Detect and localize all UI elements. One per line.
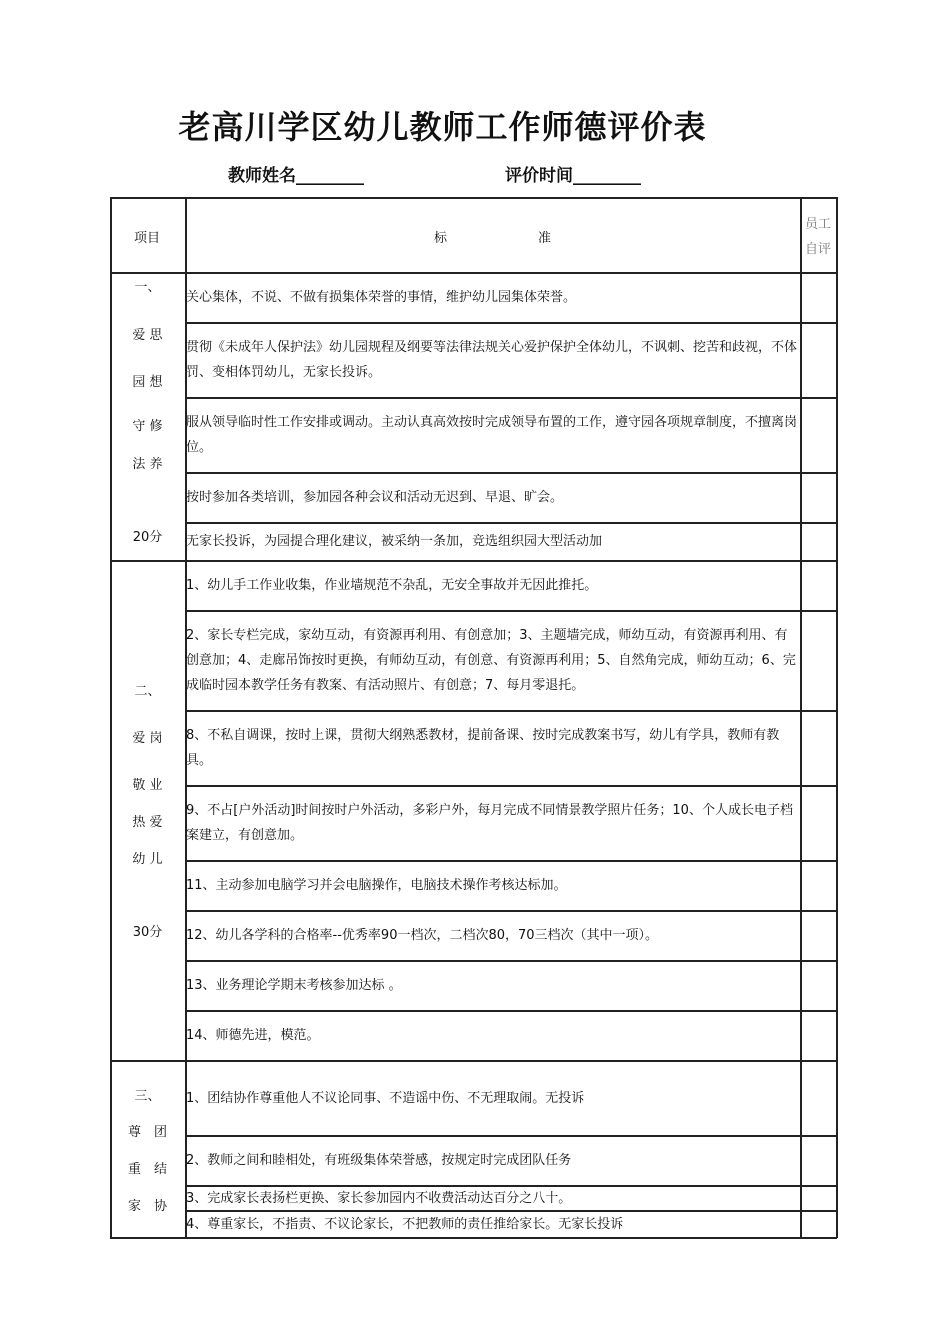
criteria-text: 8、不私自调课，按时上课，贯彻大纲熟悉教材，提前备课、按时完成教案书写，幼儿有学具，教师有教具。 [186,728,780,768]
section-1-label: 法 养 [132,457,163,472]
self-eval-cell[interactable] [802,1212,835,1236]
self-eval-cell[interactable] [802,474,835,521]
self-eval-cell[interactable] [802,1187,835,1209]
section-3-label: 尊 团 [127,1125,167,1140]
section-1-score: 20分 [132,530,163,545]
criteria-text: 按时参加各类培训，参加园各种会议和活动无迟到、早退、旷会。 [186,490,564,505]
section-2-label: 敬 业 [132,778,163,793]
self-eval-cell[interactable] [802,712,835,784]
criteria-row [186,712,800,784]
criteria-row [186,324,800,396]
teacher-name-field: 教师姓名________ [228,166,364,186]
self-eval-cell[interactable] [802,962,835,1009]
self-eval-cell[interactable] [802,524,835,559]
criteria-row [186,612,800,709]
criteria-row [186,787,800,859]
criteria-text: 11、主动参加电脑学习并会电脑操作，电脑技术操作考核达标加。 [186,878,567,893]
self-eval-cell[interactable] [802,1137,835,1184]
criteria-row [186,524,800,559]
self-eval-cell[interactable] [802,1012,835,1059]
evaluation-time-field: 评价时间________ [505,166,641,186]
criteria-text: 无家长投诉，为园提合理化建议，被采纳一条加，竞选组织园大型活动加 [186,534,603,549]
table-border [800,197,802,1238]
criteria-row [186,399,800,471]
section-3-label: 重 结 [127,1162,167,1177]
self-eval-cell[interactable] [802,274,835,321]
criteria-row [186,862,800,909]
table-border [836,197,838,1238]
section-3-label: 家 协 [127,1199,167,1214]
criteria-text: 14、师德先进，模范。 [186,1028,320,1043]
self-eval-cell[interactable] [802,562,835,609]
criteria-row [186,962,800,1009]
criteria-text: 13、业务理论学期末考核参加达标 。 [186,978,402,993]
section-2-label: 爱 岗 [132,731,163,746]
header-self-eval-1: 员工 [805,217,832,232]
section-1-label: 爱 思 [132,328,163,343]
criteria-text: 12、幼儿各学科的合格率--优秀率90一档次，二档次80，70三档次（其中一项）。 [186,928,659,943]
section-1-label: 园 想 [132,375,163,390]
section-2-label: 热 爱 [132,815,163,830]
section-1-label: 守 修 [132,419,163,434]
criteria-row [186,1012,800,1059]
table-border [185,197,187,1238]
self-eval-cell[interactable] [802,787,835,859]
table-border [110,197,112,1238]
self-eval-cell[interactable] [802,612,835,709]
section-2-label: 二、 [134,684,161,699]
criteria-row [186,912,800,959]
header-self-eval-2: 自评 [805,242,832,257]
criteria-text: 3、完成家长表扬栏更换、家长参加园内不收费活动达百分之八十。 [186,1190,572,1206]
table-border [110,272,837,274]
section-2-label: 幼 儿 [132,852,163,867]
table-border [110,1237,837,1239]
header-standard-1: 标 [434,231,448,246]
criteria-row [186,1212,800,1236]
criteria-text: 2、家长专栏完成，家幼互动，有资源再利用、有创意加；3、主题墙完成，师幼互动，有资源再利用、有创意加；4、走廊吊饰按时更换，有师幼互动，有创意、有资源再利用；5、自然角完成，师幼互动；6、完成临时园本教学任务有教案、有活动照片、有创意；7、每月零退托。 [186,628,796,693]
criteria-text: 贯彻《未成年人保护法》幼儿园规程及纲要等法律法规关心爱护保护全体幼儿，不讽刺、挖苦和歧视，不体罚、变相体罚幼儿，无家长投诉。 [186,340,798,380]
header-item: 项目 [134,231,161,246]
self-eval-cell[interactable] [802,912,835,959]
criteria-text: 4、尊重家长，不指责、不议论家长，不把教师的责任推给家长。无家长投诉 [186,1216,624,1232]
section-3-label: 三、 [134,1089,161,1104]
criteria-text: 2、教师之间和睦相处，有班级集体荣誉感，按规定时完成团队任务 [186,1153,572,1168]
section-2-score: 30分 [132,925,163,940]
criteria-text: 1、团结协作尊重他人不议论同事、不造谣中伤、不无理取闹。无投诉 [186,1090,585,1106]
criteria-row [186,474,800,521]
criteria-row [186,1137,800,1184]
self-eval-cell[interactable] [802,399,835,471]
criteria-text: 9、不占[户外活动]时间按时户外活动，多彩户外，每月完成不同情景教学照片任务；10、个人成长电子档案建立，有创意加。 [186,803,793,843]
criteria-text: 服从领导临时性工作安排或调动。主动认真高效按时完成领导布置的工作，遵守园各项规章制度，不擅离岗位。 [186,415,798,455]
table-border [110,197,837,199]
criteria-row [186,1062,800,1134]
self-eval-cell[interactable] [802,324,835,396]
page-title: 老高川学区幼儿教师工作师德评价表 [178,108,707,146]
criteria-text: 关心集体，不说、不做有损集体荣誉的事情，维护幼儿园集体荣誉。 [186,290,577,305]
self-eval-cell[interactable] [802,1062,835,1134]
section-1-label: 一、 [134,280,161,295]
criteria-row [186,1187,800,1209]
criteria-row [186,274,800,321]
criteria-row [186,562,800,609]
header-standard-2: 准 [538,231,552,246]
self-eval-cell[interactable] [802,862,835,909]
criteria-text: 1、幼儿手工作业收集，作业墙规范不杂乱，无安全事故并无因此推托。 [186,578,598,593]
